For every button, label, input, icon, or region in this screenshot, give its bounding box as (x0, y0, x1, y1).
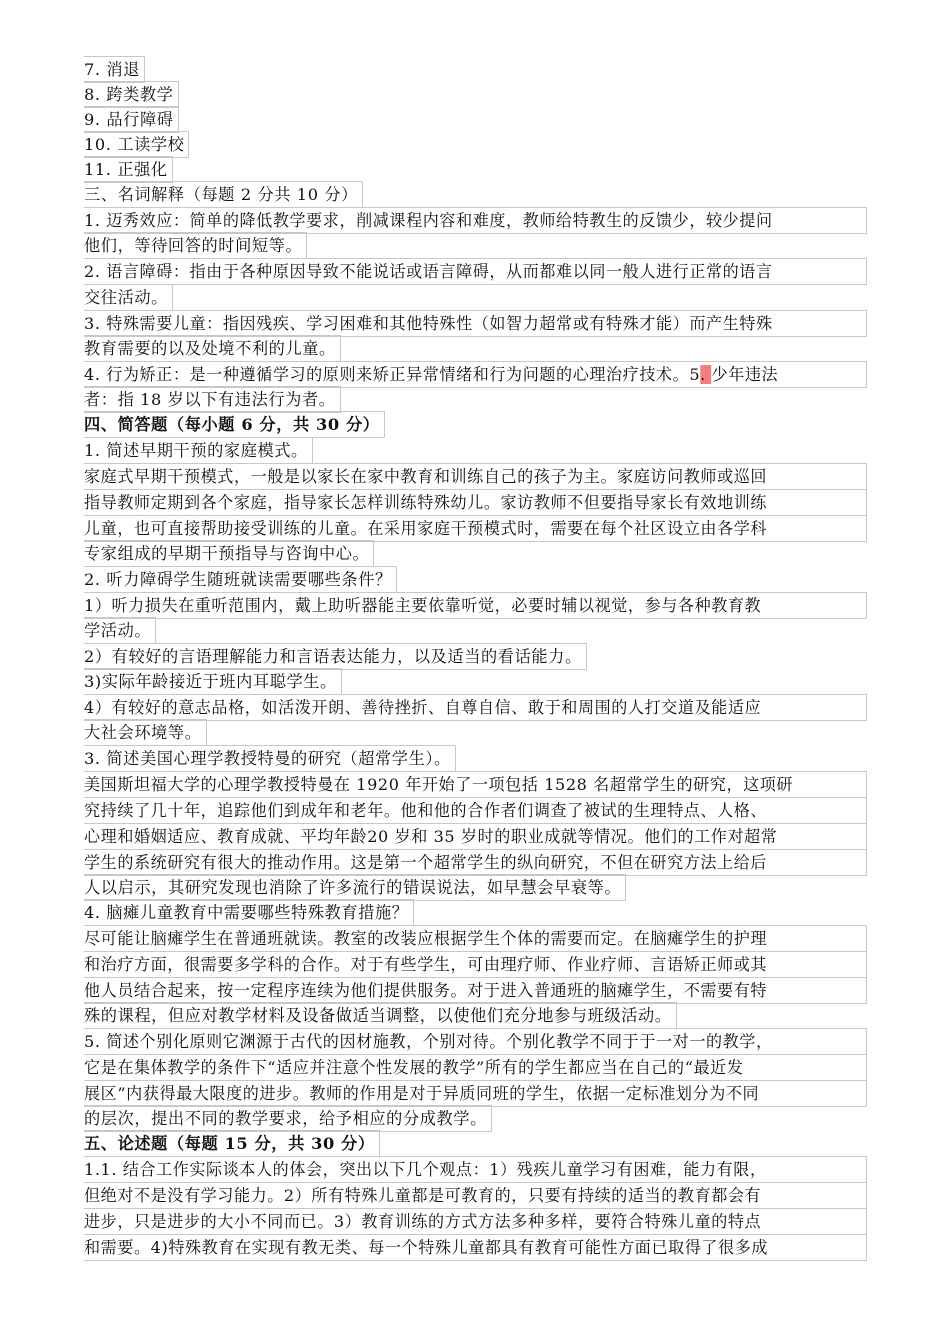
text-line: 3. 特殊需要儿童：指因残疾、学习困难和其他特殊性（如智力超常或有特殊才能）而产生特殊 (84, 310, 867, 337)
text-line: 学活动。 (84, 617, 156, 644)
text-line: 的层次，提出不同的教学要求，给予相应的分成教学。 (84, 1105, 492, 1132)
text-line: 1）听力损失在重听范围内，戴上助听器能主要依靠听觉，必要时辅以视觉，参与各种教育教 (84, 592, 867, 619)
text-line: 指导教师定期到各个家庭，指导家长怎样训练特殊幼儿。家访教师不但要指导家长有效地训练 (84, 489, 867, 516)
text-line: 1.1. 结合工作实际谈本人的体会，突出以下几个观点：1）残疾儿童学习有困难，能力有限， (84, 1156, 867, 1183)
text-line: 教育需要的以及处境不利的儿童。 (84, 335, 341, 362)
text-line: 2）有较好的言语理解能力和言语表达能力，以及适当的看话能力。 (84, 643, 587, 670)
question-title: 1. 简述早期干预的家庭模式。 (84, 437, 313, 464)
text-line: 4）有较好的意志品格，如活泼开朗、善待挫折、自尊自信、敢于和周围的人打交道及能适应 (84, 694, 867, 721)
text-line: 美国斯坦福大学的心理学教授特曼在 1920 年开始了一项包括 1528 名超常学生的研究，这项研 (84, 771, 867, 798)
text-line: 者：指 18 岁以下有违法行为者。 (84, 386, 341, 413)
text-line (84, 361, 867, 388)
text-line: 和治疗方面，很需要多学科的合作。对于有些学生，可由理疗师、作业疗师、言语矫正师或其 (84, 951, 867, 978)
text-line: 它是在集体教学的条件下“适应并注意个性发展的教学”所有的学生都应当在自己的“最近发 (84, 1054, 867, 1081)
text-line: 心理和婚姻适应、教育成就、平均年龄20 岁和 35 岁时的职业成就等情况。他们的工作对超常 (84, 823, 867, 850)
text-line: 学生的系统研究有很大的推动作用。这是第一个超常学生的纵向研究，不但在研究方法上给后 (84, 849, 867, 876)
text-segment: 少年违法 (711, 365, 779, 384)
text-line: 10. 工读学校 (84, 131, 189, 158)
text-line: 2. 语言障碍：指由于各种原因导致不能说话或语言障碍，从而都难以同一般人进行正常的语言 (84, 258, 867, 285)
text-line: 3)实际年龄接近于班内耳聪学生。 (84, 668, 342, 695)
text-segment: 4. 行为矫正：是一种遵循学习的原则来矫正异常情绪和行为问题的心理治疗技术。5 (84, 365, 701, 384)
text-line: 大社会环境等。 (84, 719, 207, 746)
text-line: 11. 正强化 (84, 156, 173, 183)
text-line: 和需要。4)特殊教育在实现有教无类、每一个特殊儿童都具有教育可能性方面已取得了很多成 (84, 1234, 867, 1261)
text-line: 尽可能让脑瘫学生在普通班就读。教室的改装应根据学生个体的需要而定。在脑瘫学生的护理 (84, 925, 867, 952)
text-line: 展区”内获得最大限度的进步。教师的作用是对于异质同班的学生，依据一定标准划分为不同 (84, 1080, 867, 1107)
question-title: 5. 简述个别化原则它渊源于古代的因材施教，个别对待。个别化教学不同于于一对一的教学， (84, 1028, 867, 1055)
text-line: 儿童，也可直接帮助接受训练的儿童。在采用家庭干预模式时，需要在每个社区设立由各学科 (84, 515, 867, 542)
text-line: 交往活动。 (84, 284, 173, 311)
question-title: 3. 简述美国心理学教授特曼的研究（超常学生）。 (84, 745, 456, 772)
section-heading: 四、简答题（每小题 6 分，共 30 分） (84, 411, 385, 438)
text-line: 8. 跨类教学 (84, 81, 179, 108)
section-heading: 五、论述题（每题 15 分，共 30 分） (84, 1130, 380, 1157)
text-line: 他人员结合起来，按一定程序连续为他们提供服务。对于进入普通班的脑瘫学生，不需要有特 (84, 977, 867, 1004)
text-line: 进步，只是进步的大小不同而已。3）教育训练的方式方法多种多样，要符合特殊儿童的特点 (84, 1208, 867, 1235)
text-line: 9. 品行障碍 (84, 106, 179, 133)
question-title: 4. 脑瘫儿童教育中需要哪些特殊教育措施？ (84, 899, 414, 926)
text-line: 家庭式早期干预模式，一般是以家长在家中教育和训练自己的孩子为主。家庭访问教师或巡回 (84, 463, 867, 490)
section-heading: 三、名词解释（每题 2 分共 10 分） (84, 181, 363, 208)
text-line: 专家组成的早期干预指导与咨询中心。 (84, 540, 374, 567)
text-line: 人以启示，其研究发现也消除了许多流行的错误说法，如早慧会早衰等。 (84, 874, 626, 901)
text-line: 7. 消退 (84, 56, 145, 83)
text-line: 但绝对不是没有学习能力。2）所有特殊儿童都是可教育的，只要有持续的适当的教育都会有 (84, 1182, 867, 1209)
highlight-mark: . (700, 365, 712, 384)
text-line: 他们，等待回答的时间短等。 (84, 232, 307, 259)
text-line: 1. 迈秀效应：简单的降低教学要求，削减课程内容和难度，教师给特教生的反馈少，较少提问 (84, 207, 867, 234)
text-line: 殊的课程，但应对教学材料及设备做适当调整，以使他们充分地参与班级活动。 (84, 1002, 677, 1029)
text-line: 究持续了几十年，追踪他们到成年和老年。他和他的合作者们调查了被试的生理特点、人格、 (84, 797, 867, 824)
question-title: 2. 听力障碍学生随班就读需要哪些条件？ (84, 566, 397, 593)
